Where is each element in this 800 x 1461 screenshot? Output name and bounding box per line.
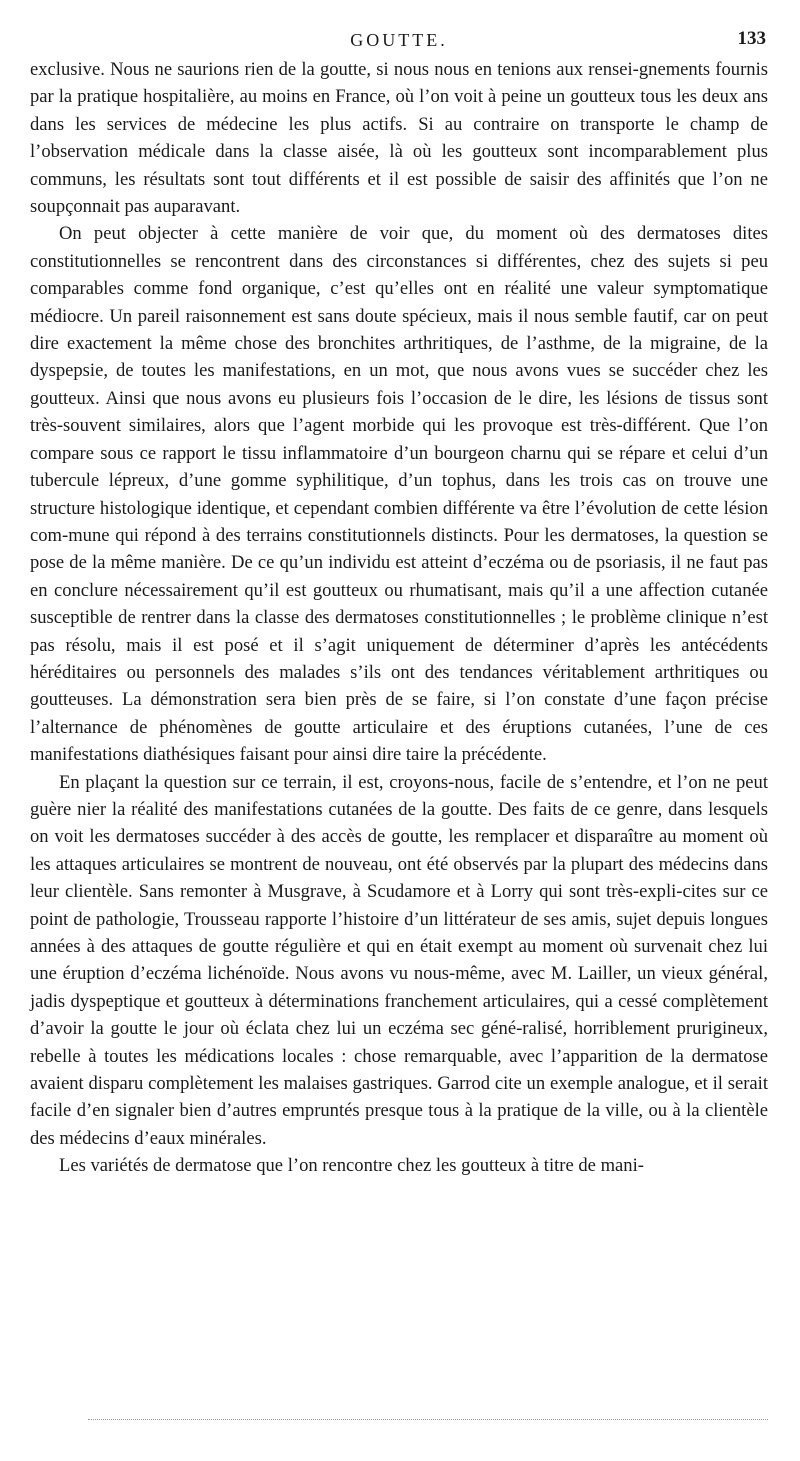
running-title: GOUTTE. xyxy=(350,30,448,50)
running-header xyxy=(30,26,768,56)
bottom-dotted-rule xyxy=(88,1419,768,1420)
body-text xyxy=(30,56,768,1180)
page-number: 133 xyxy=(737,28,766,49)
paragraph: En plaçant la question sur ce terrain, il est, croyons-nous, facile de s’entendre, et l’on ne peut guère nier la réalité des manifestations cutanées de la goutte. Des faits de ce genre, dans lesquels on voit les dermatoses succéder à des accès de goutte, les remplacer et disparaître au moment où les attaques articulaires se montrent de nouveau, ont été observés par la plupart des médecins dans leur clientèle. Sans remonter à Musgrave, à Scudamore et à Lorry qui sont très-expli-cites sur ce point de pathologie, Trousseau rapporte l’histoire d’un littérateur de ses amis, sujet depuis longues années à des attaques de goutte régulière et qui en était exempt au moment où survenait chez lui une éruption d’eczéma lichénoïde. Nous avons vu nous-même, avec M. Lailler, un vieux général, jadis dyspeptique et goutteux à déterminations franchement articulaires, qui a cessé complètement d’avoir la goutte le jour où éclata chez lui un eczéma sec géné-ralisé, horriblement prurigineux, rebelle à toutes les médications locales : chose remarquable, avec l’apparition de la dermatose avaient disparu complètement les malaises gastriques. Garrod cite un exemple analogue, et il serait facile d’en signaler bien d’autres empruntés presque tous à la pratique de la ville, ou à la clientèle des médecins d’eaux minérales. xyxy=(30,771,768,1149)
book-page xyxy=(30,26,768,1180)
paragraph: On peut objecter à cette manière de voir que, du moment où des dermatoses dites constitutionnelles se rencontrent dans des circonstances si différentes, chez des sujets si peu comparables comme fond organique, c’est qu’elles ont en réalité une valeur symptomatique médiocre. Un pareil raisonnement est sans doute spécieux, mais il nous semble fautif, car on peut dire exactement la même chose des bronchites arthritiques, de l’asthme, de la migraine, de la dyspepsie, de toutes les manifestations, en un mot, que nous avons vues se succéder chez les goutteux. Ainsi que nous avons eu plusieurs fois l’occasion de le dire, les lésions de tissus sont très-souvent similaires, alors que l’agent morbide qui les provoque est très-différent. Que l’on compare sous ce rapport le tissu inflammatoire d’un bourgeon charnu qui se répare et celui d’un tubercule lépreux, d’une gomme syphilitique, d’un tophus, dans les trois cas on trouve une structure histologique identique, et cependant combien différente va être l’évolution de cette lésion com-mune qui répond à des terrains constitutionnels distincts. Pour les dermatoses, la question se pose de la même manière. De ce qu’un individu est atteint d’eczéma ou de psoriasis, il ne faut pas en conclure nécessairement qu’il est goutteux ou rhumatisant, mais qu’il a une affection cutanée susceptible de rentrer dans la classe des dermatoses constitutionnelles ; le problème clinique n’est pas résolu, mais il est posé et il s’agit uniquement de déterminer d’après les antécédents héréditaires ou personnels des malades s’ils ont des tendances véritablement arthritiques ou goutteuses. La démonstration sera bien près de se faire, si l’on constate d’une façon précise l’alternance de phénomènes de goutte articulaire et des éruptions cutanées, l’une de ces manifestations diathésiques faisant pour ainsi dire taire la précédente. xyxy=(30,223,768,766)
paragraph: Les variétés de dermatose que l’on rencontre chez les goutteux à titre de mani- xyxy=(59,1155,644,1177)
paragraph: exclusive. Nous ne saurions rien de la goutte, si nous nous en tenions aux rensei-gnements fournis par la pratique hospitalière, au moins en France, où l’on voit à peine un goutteux tous les deux ans dans les services de médecine les plus actifs. Si au contraire on transporte le champ de l’observation médicale dans la classe aisée, là où les goutteux sont incomparablement plus communs, les résultats sont tout différents et il est possible de saisir des affinités que l’on ne soupçonnait pas auparavant. xyxy=(30,59,768,218)
